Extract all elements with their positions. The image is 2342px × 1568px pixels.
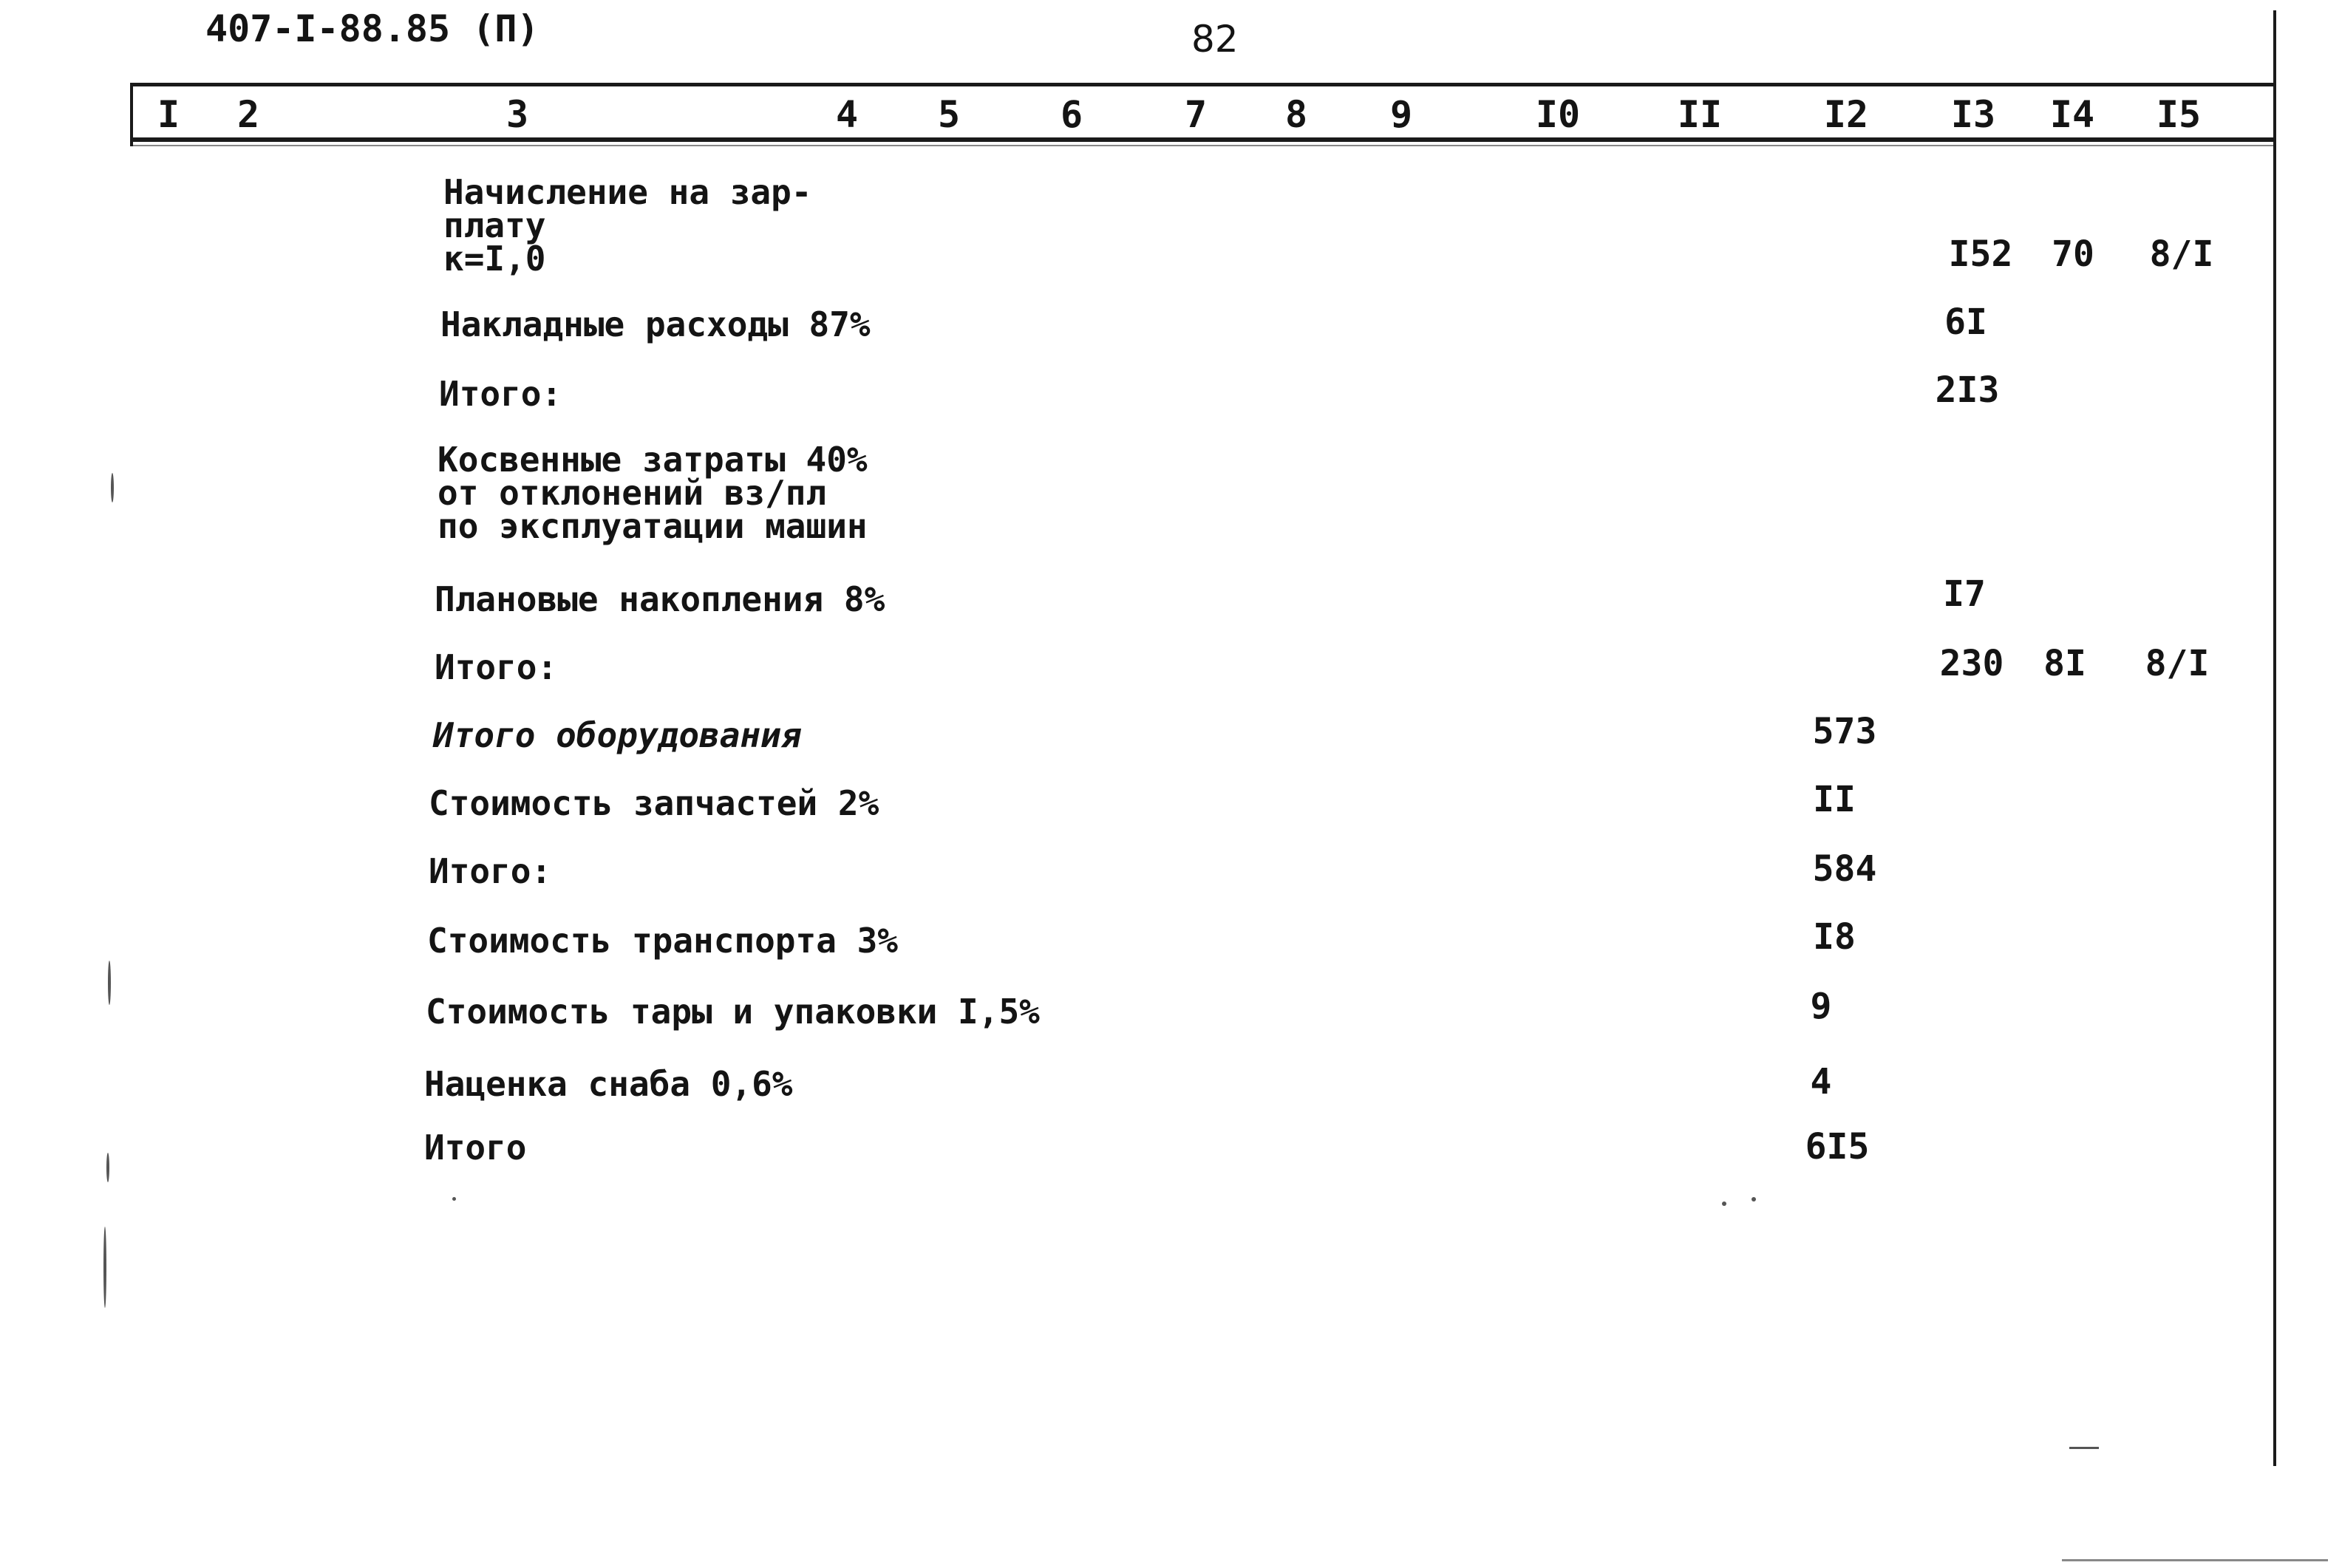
left-border	[130, 83, 133, 146]
row-label: Плановые накопления 8%	[435, 579, 885, 619]
row-label: Накладные расходы 87%	[440, 304, 871, 344]
header-bottom-rule-2	[130, 145, 2275, 146]
scan-dot	[1722, 1201, 1726, 1206]
column-number: 9	[1389, 93, 1413, 136]
header-top-rule	[130, 83, 2275, 86]
row-label: Наценка снаба 0,6%	[424, 1064, 793, 1104]
column-number: 7	[1184, 93, 1208, 136]
scan-mark	[2069, 1447, 2099, 1449]
scan-mark	[106, 1153, 109, 1182]
document-code: 407-I-88.85 (П)	[205, 7, 539, 50]
cell-col15: 8/I	[2149, 234, 2214, 275]
cell-col14: 8I	[2043, 643, 2086, 684]
scan-mark	[108, 961, 111, 1005]
column-number: II	[1677, 93, 1723, 136]
header-bottom-rule	[130, 137, 2275, 142]
column-number: I0	[1535, 93, 1581, 136]
scan-mark	[2062, 1559, 2328, 1561]
right-border	[2273, 10, 2276, 1466]
column-number: 6	[1060, 93, 1083, 136]
cell-col12: I8	[1813, 916, 1856, 958]
row-label: Стоимость транспорта 3%	[427, 921, 898, 961]
row-label: Косвенные затраты 40% от отклонений вз/пл по эксплуатации машин	[438, 440, 868, 547]
row-label: Итого:	[435, 647, 558, 687]
column-number: I5	[2156, 93, 2202, 136]
column-number: I4	[2049, 93, 2095, 136]
cell-col12: 6I5	[1805, 1126, 1870, 1168]
column-number: 2	[236, 93, 260, 136]
row-label: Итого	[424, 1128, 527, 1168]
column-number: 8	[1284, 93, 1308, 136]
row-label: Стоимость запчастей 2%	[429, 783, 879, 823]
cell-col12: 4	[1810, 1061, 1832, 1102]
row-label: Итого:	[429, 851, 552, 891]
scan-mark	[103, 1227, 106, 1308]
cell-col12: 9	[1810, 986, 1832, 1027]
cell-col14: 70	[2052, 234, 2094, 275]
scan-dot	[1752, 1197, 1756, 1201]
scan-mark	[111, 473, 114, 502]
column-number: I3	[1950, 93, 1996, 136]
scan-dot	[452, 1197, 456, 1201]
row-label: Начисление на зар- плату к=I,0	[443, 172, 812, 279]
column-number: I2	[1823, 93, 1869, 136]
cell-col15: 8/I	[2145, 643, 2210, 684]
row-label: Итого оборудования	[433, 715, 802, 755]
page-number: 82	[1191, 18, 1239, 61]
row-label: Итого:	[439, 374, 562, 414]
cell-col12: 573	[1812, 711, 1877, 752]
cell-col13: 2I3	[1935, 369, 2000, 411]
cell-col13: I7	[1943, 573, 1986, 615]
cell-col12: II	[1813, 779, 1856, 820]
row-label: Стоимость тары и упаковки I,5%	[426, 992, 1040, 1032]
column-number: 4	[835, 93, 859, 136]
cell-col13: 6I	[1944, 301, 1987, 343]
column-number: 5	[937, 93, 961, 136]
cell-col13: 230	[1939, 643, 2004, 684]
column-number: 3	[505, 93, 529, 136]
cell-col12: 584	[1812, 848, 1877, 890]
cell-col13: I52	[1948, 234, 2013, 275]
column-number: I	[157, 93, 180, 136]
